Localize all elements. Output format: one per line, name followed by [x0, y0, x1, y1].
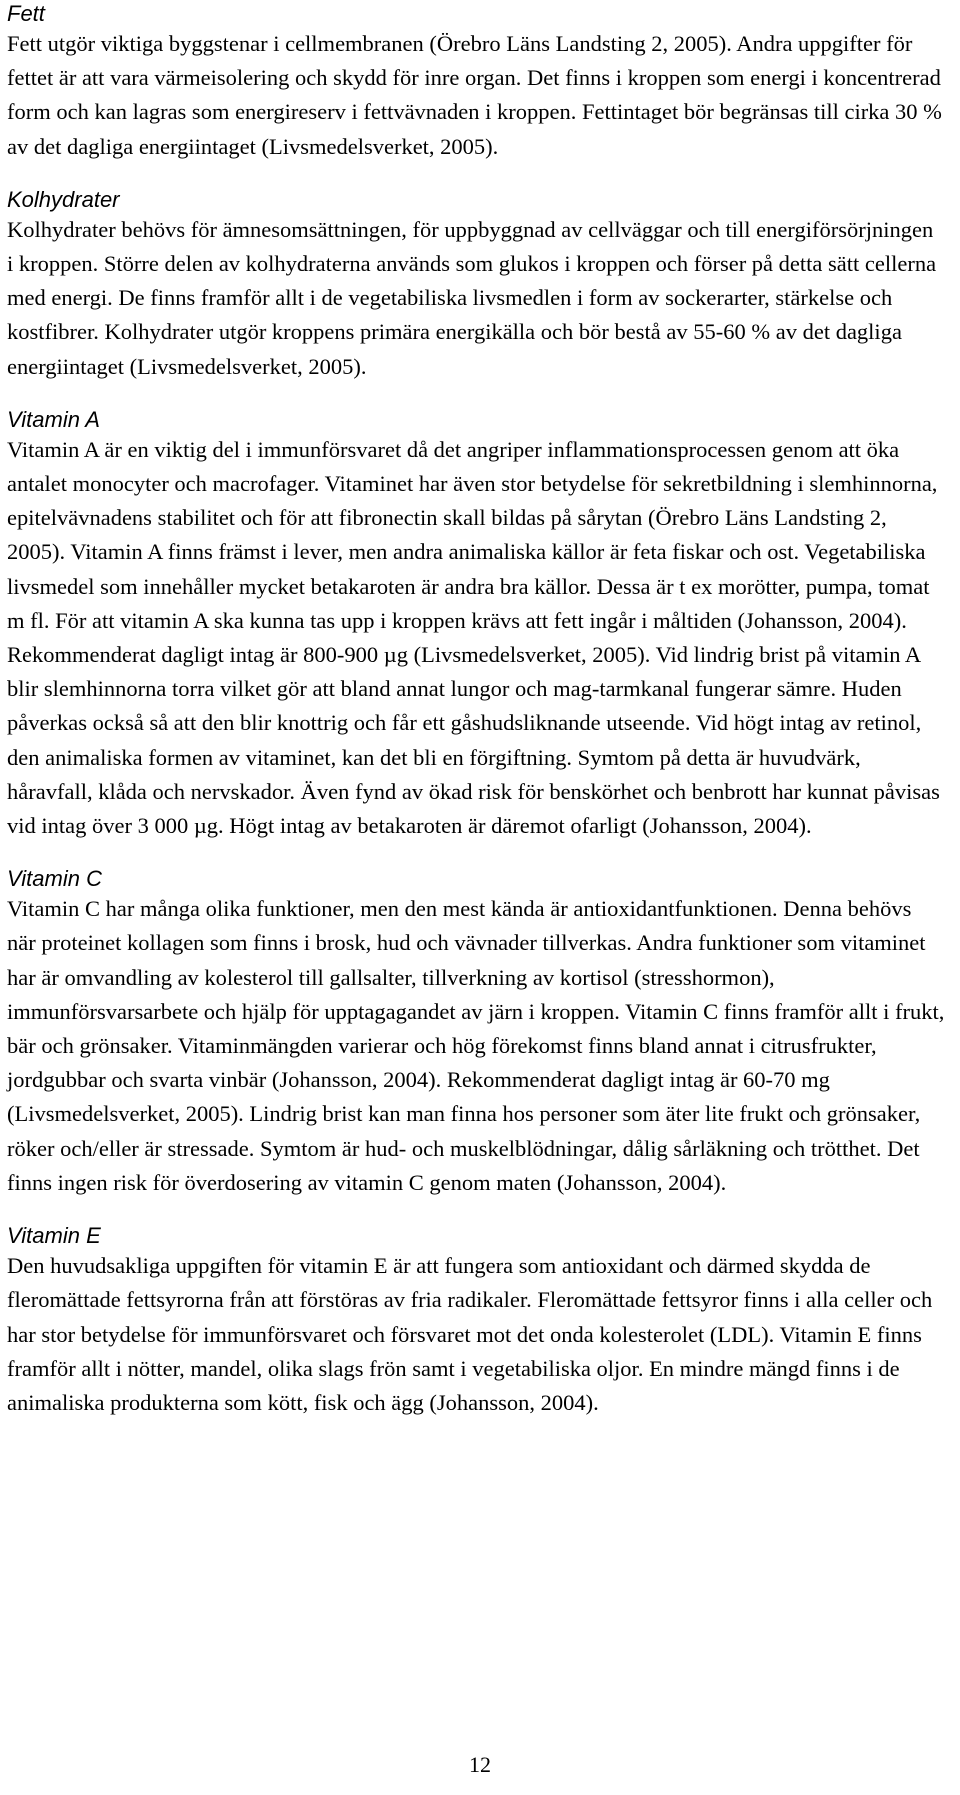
section-vitamin-a: [7, 406, 945, 843]
page-number: 12: [469, 1752, 491, 1777]
document-page: [7, 0, 945, 1442]
section-heading: Vitamin A: [7, 406, 100, 432]
section-paragraph: Den huvudsakliga uppgiften för vitamin E är att fungera som antioxidant och därmed skydda de fleromättade fettsyrorna från att förstöras av fria radikaler. Fleromättade fettsyror finns i alla celler och har stor betydelse för immunförsvaret och försvaret mot det onda kolesterolet (LDL). Vitamin E finns framför allt i nötter, mandel, olika slags frön samt i vegetabiliska oljor. En mindre mängd finns i de animaliska produkterna som kött, fisk och ägg (Johansson, 2004).: [7, 1253, 933, 1415]
section-heading: Vitamin E: [7, 1223, 101, 1249]
section-paragraph: Kolhydrater behövs för ämnesomsättningen, för uppbyggnad av cellväggar och till energiförsörjningen i kroppen. Större delen av kolhydraterna används som glukos i kroppen och förser på detta sätt cellerna med energi. De finns framför allt i de vegetabiliska livsmedlen i form av sockerarter, stärkelse och kostfibrer. Kolhydrater utgör kroppens primära energikälla och bör bestå av 55-60 % av det dagliga energiintaget (Livsmedelsverket, 2005).: [7, 216, 937, 379]
section-paragraph: Vitamin C har många olika funktioner, men den mest kända är antioxidantfunktionen. Denna behövs när proteinet kollagen som finns i brosk, hud och vävnader tillverkas. Andra funktioner som vitaminet har är omvandling av kolesterol till gallsalter, tillverkning av kortisol (stresshormon), immunförsvarsarbete och hjälp för upptagagandet av järn i kroppen. Vitamin C finns framför allt i frukt, bär och grönsaker. Vitaminmängden varierar och hög förekomst finns bland annat i citrusfrukter, jordgubbar och svarta vinbär (Johansson, 2004). Rekommenderat dagligt intag är 60-70 mg (Livsmedelsverket, 2005). Lindrig brist kan man finna hos personer som äter lite frukt och grönsaker, röker och/eller är stressade. Symtom är hud- och muskelblödningar, dålig sårläkning och trötthet. Det finns ingen risk för överdosering av vitamin C genom maten (Johansson, 2004).: [7, 896, 945, 1195]
section-heading: Kolhydrater: [7, 186, 120, 212]
section-vitamin-e: [7, 1222, 945, 1420]
section-kolhydrater: [7, 186, 945, 384]
section-fett: [7, 0, 945, 164]
section-paragraph: Vitamin A är en viktig del i immunförsvaret då det angriper inflammationsprocessen genom att öka antalet monocyter och macrofager. Vitaminet har även stor betydelse för sekretbildning i slemhinnorna, epitelvävnadens stabilitet och för att fibronectin skall bildas på sårytan (Örebro Läns Landsting 2, 2005). Vitamin A finns främst i lever, men andra animaliska källor är feta fiskar och ost. Vegetabiliska livsmedel som innehåller mycket betakaroten är andra bra källor. Dessa är t ex morötter, pumpa, tomat m fl. För att vitamin A ska kunna tas upp i kroppen krävs att fett ingår i måltiden (Johansson, 2004). Rekommenderat dagligt intag är 800-900 µg (Livsmedelsverket, 2005). Vid lindrig brist på vitamin A blir slemhinnorna torra vilket gör att bland annat lungor och mag-tarmkanal fungerar sämre. Huden påverkas också så att den blir knottrig och får ett gåshudsliknande utseende. Vid högt intag av retinol, den animaliska formen av vitaminet, kan det bli en förgiftning. Symtom på detta är huvudvärk, håravfall, klåda och nervskador. Även fynd av ökad risk för benskörhet och benbrott har kunnat påvisas vid intag över 3 000 µg. Högt intag av betakaroten är däremot ofarligt (Johansson, 2004).: [7, 436, 940, 839]
section-heading: Fett: [7, 1, 45, 26]
section-paragraph: Fett utgör viktiga byggstenar i cellmembranen (Örebro Läns Landsting 2, 2005). Andra uppgifter för fettet är att vara värmeisolering och skydd för inre organ. Det finns i kroppen som energi i koncentrerad form och kan lagras som energireserv i fettvävnaden i kroppen. Fettintaget bör begränsas till cirka 30 % av det dagliga energiintaget (Livsmedelsverket, 2005).: [7, 31, 942, 159]
section-heading: Vitamin C: [7, 866, 102, 892]
section-vitamin-c: [7, 865, 945, 1200]
